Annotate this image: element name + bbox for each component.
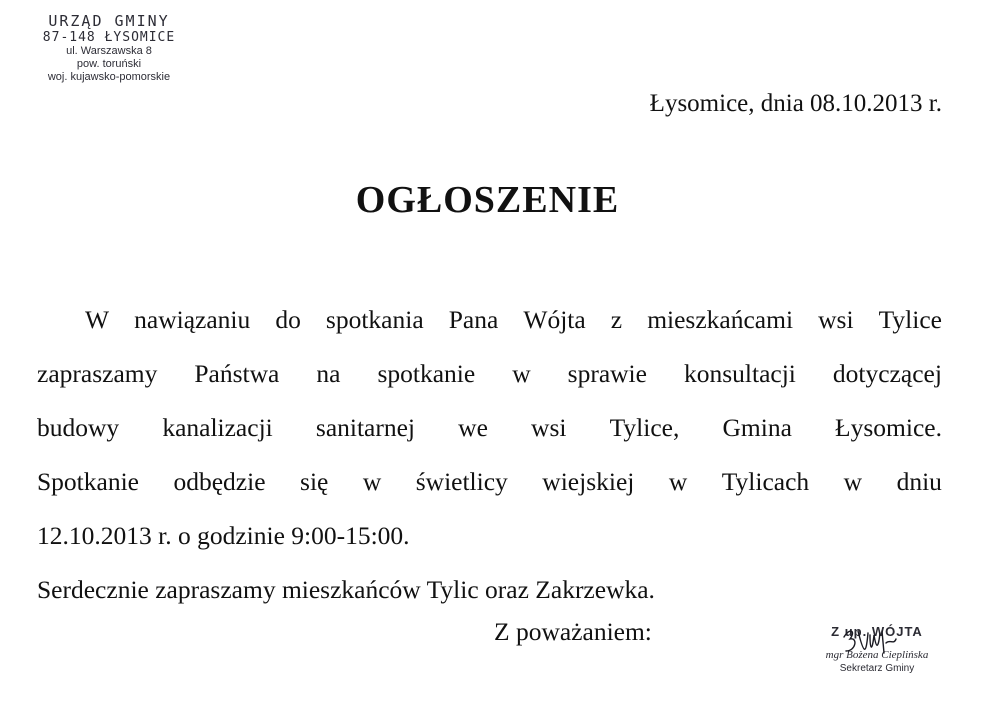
body-word: we (458, 413, 488, 442)
body-line-1 (37, 293, 942, 347)
body-word: spotkanie (377, 359, 476, 388)
body-word: Spotkanie (37, 467, 139, 496)
body-word: w (362, 467, 382, 496)
body-word: nawiązaniu (134, 305, 251, 334)
body-line-3 (37, 401, 942, 455)
body-word: kanalizacji (162, 413, 273, 442)
body-word: sanitarnej (315, 413, 416, 442)
body-line-2 (37, 347, 942, 401)
body-word: Tylicach (721, 467, 810, 496)
body-word: się (300, 467, 329, 496)
document-title: OGŁOSZENIE (355, 179, 620, 221)
body-word: konsultacji (683, 359, 796, 388)
closing-phrase: Z poważaniem: (494, 617, 652, 646)
body-word: wiejskiej (542, 467, 635, 496)
signature-role: Z up. WÓJTA (831, 624, 923, 639)
body-word: z (610, 305, 623, 334)
body-word: mieszkańcami (647, 305, 794, 334)
stamp-line-street: ul. Warszawska 8 (66, 45, 152, 57)
body-word: dotyczącej (832, 359, 942, 388)
handwritten-signature (840, 625, 900, 665)
body-word: w (843, 467, 863, 496)
body-word: wsi (818, 305, 854, 334)
body-word: Państwa (194, 359, 280, 388)
stamp-line-postcode: 87-148 ŁYSOMICE (42, 30, 176, 45)
body-line-4 (37, 455, 942, 509)
body-word: W (85, 305, 110, 334)
body-line-5: 12.10.2013 r. o godzinie 9:00-15:00. (37, 521, 410, 550)
signature-name: mgr Bożena Cieplińska (825, 649, 929, 661)
stamp-line-office: URZĄD GMINY (48, 12, 170, 30)
body-word: budowy (37, 413, 120, 442)
office-stamp (14, 12, 204, 84)
body-word: Tylice (878, 305, 942, 334)
announcement-body (37, 293, 942, 617)
body-word: spotkania (325, 305, 424, 334)
body-word: sprawie (567, 359, 647, 388)
stamp-line-county: pow. toruński (76, 58, 142, 70)
body-word: dniu (896, 467, 942, 496)
body-word: zapraszamy (37, 359, 158, 388)
body-word: w (512, 359, 531, 388)
body-word: Wójta (523, 305, 586, 334)
body-word: Tylice, (609, 413, 680, 442)
body-word: w (668, 467, 688, 496)
signature-position: Sekretarz Gminy (839, 663, 915, 674)
body-word: wsi (531, 413, 567, 442)
stamp-line-voivodeship: woj. kujawsko-pomorskie (47, 71, 171, 83)
body-word: odbędzie (173, 467, 266, 496)
body-line-6: Serdecznie zapraszamy mieszkańców Tylic oraz Zakrzewka. (37, 575, 655, 604)
body-word: świetlicy (415, 467, 508, 496)
body-word: Gmina (722, 413, 792, 442)
body-word: na (316, 359, 341, 388)
document-date: Łysomice, dnia 08.10.2013 r. (649, 90, 942, 117)
body-word: Łysomice. (835, 413, 942, 442)
body-word: do (275, 305, 301, 334)
body-word: Pana (448, 305, 499, 334)
